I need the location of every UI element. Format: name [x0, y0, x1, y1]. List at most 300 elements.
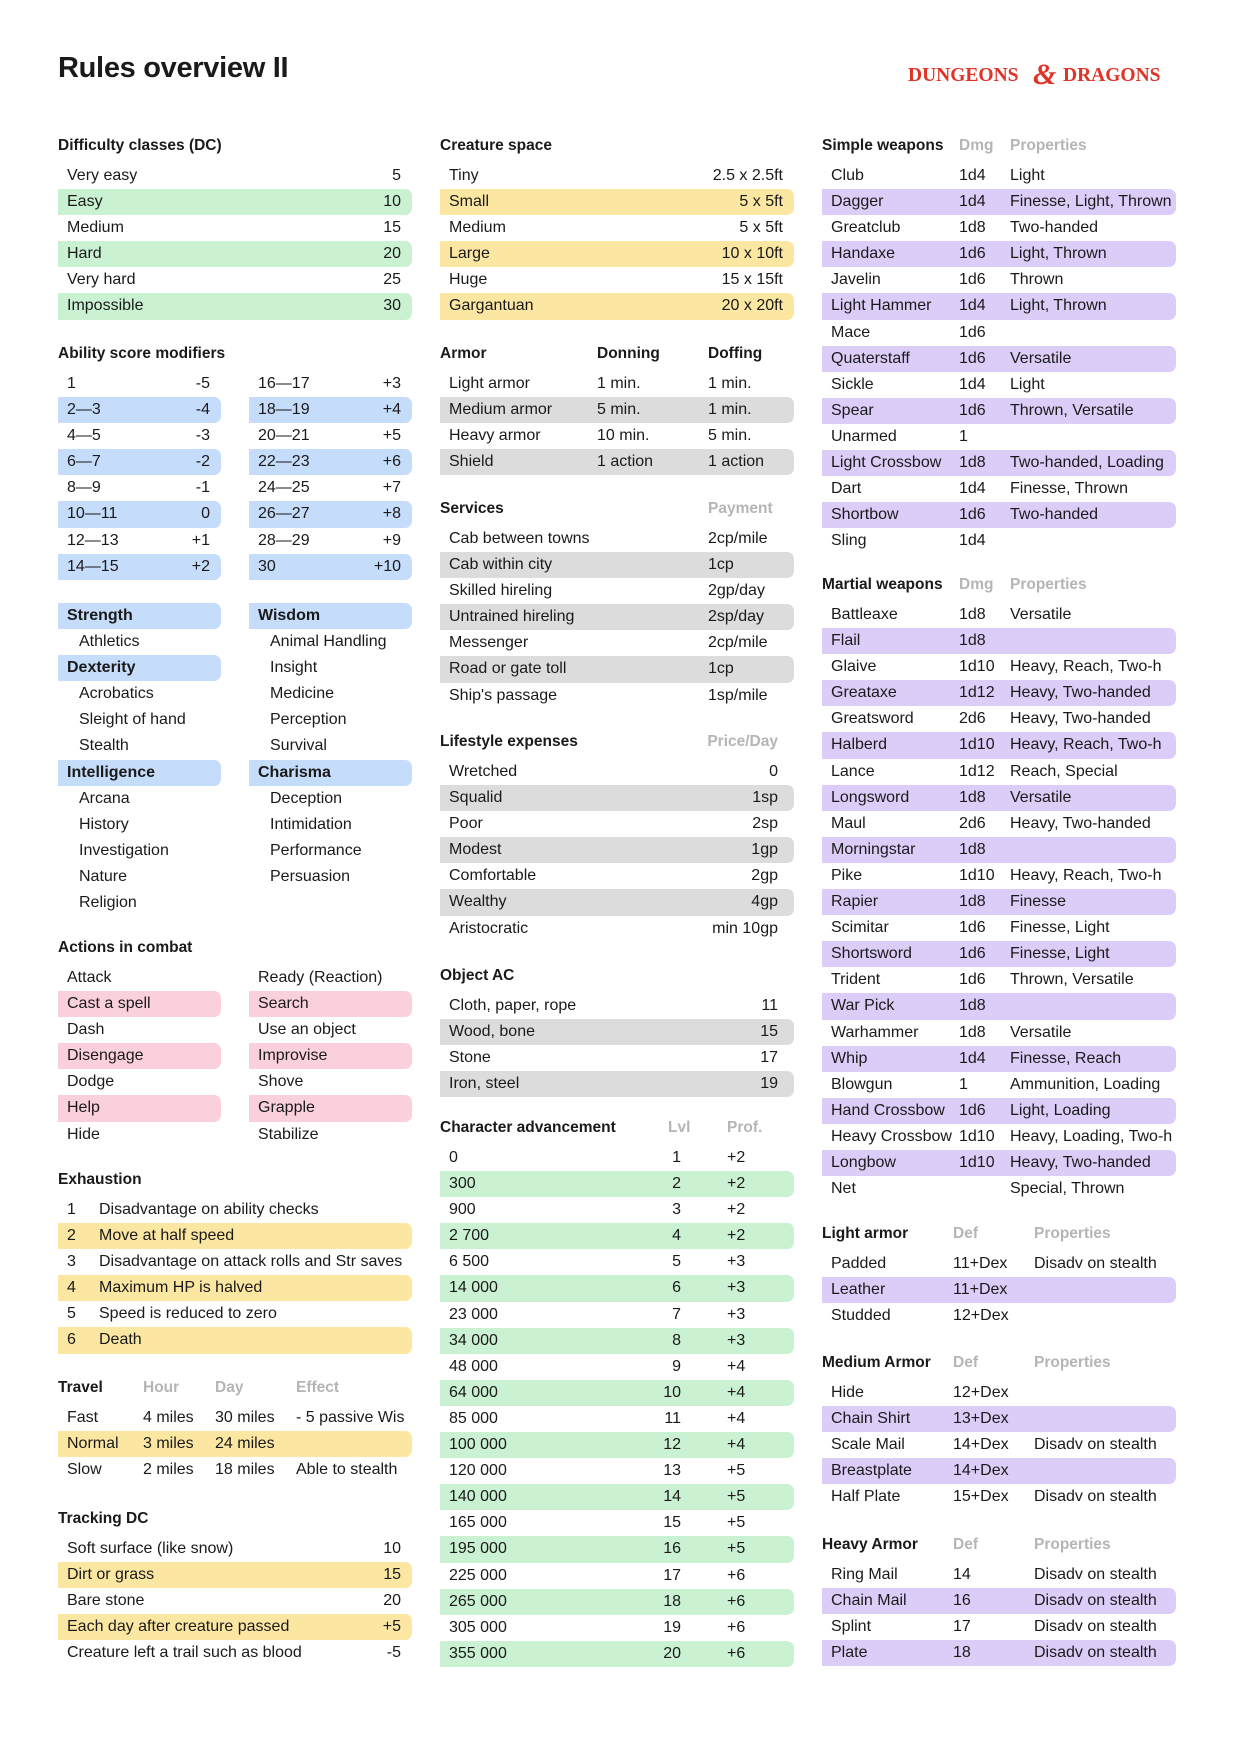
- table-row: [822, 267, 1176, 293]
- cell-text: Nature: [79, 867, 128, 885]
- table-row: [822, 680, 1176, 706]
- cell-text: Blowgun: [831, 1075, 893, 1093]
- table-row: [822, 759, 1176, 785]
- table-row: [58, 1043, 221, 1069]
- cell-text: Heavy Crossbow: [831, 1127, 952, 1145]
- column-header: Def: [953, 1225, 978, 1242]
- cell-text: 1: [67, 1201, 76, 1218]
- cell-text: 2gp: [751, 867, 778, 885]
- cell-text: 1cp: [708, 556, 734, 574]
- cell-text: +6: [727, 1566, 746, 1584]
- table-row: [440, 811, 794, 837]
- table-row: [58, 397, 221, 423]
- cell-text: 1d6: [959, 271, 986, 289]
- cell-text: 20: [383, 245, 401, 263]
- cell-text: 14: [953, 1566, 971, 1583]
- cell-text: 1d8: [959, 1023, 986, 1041]
- cell-text: -3: [195, 427, 210, 445]
- cell-text: 1d8: [959, 893, 986, 911]
- cell-text: Glaive: [831, 658, 877, 676]
- table-row: [58, 1249, 412, 1275]
- table-row: [822, 1150, 1176, 1176]
- table-row: [440, 1328, 794, 1354]
- table-row: [822, 320, 1176, 346]
- cell-text: +4: [727, 1409, 746, 1427]
- cell-text: Shield: [449, 453, 494, 471]
- column-header: Properties: [1034, 1536, 1111, 1553]
- table-row: [822, 1562, 1176, 1588]
- table-row: [822, 1432, 1176, 1458]
- cell-text: Two-handed, Loading: [1010, 454, 1164, 472]
- cell-text: 1d12: [959, 762, 995, 780]
- cell-text: Thrown: [1010, 271, 1064, 289]
- lifestyle-expenses: [440, 733, 794, 942]
- cell-text: 1sp: [752, 789, 778, 807]
- cell-text: 4: [672, 1227, 681, 1245]
- cell-text: Versatile: [1010, 788, 1072, 806]
- table-row: [822, 189, 1176, 215]
- section-title: Travel: [58, 1379, 103, 1396]
- cell-text: Heavy, Two-handed: [1010, 814, 1151, 832]
- cell-text: Finesse, Light: [1010, 945, 1110, 963]
- cell-text: Skilled hireling: [449, 582, 553, 600]
- cell-text: +4: [727, 1436, 746, 1454]
- table-row: [58, 1614, 412, 1640]
- cell-text: 5 min.: [708, 427, 752, 445]
- section-title: Medium Armor: [822, 1354, 931, 1371]
- cell-text: Squalid: [449, 789, 503, 807]
- section-header: [822, 576, 1176, 602]
- cell-text: Dodge: [67, 1073, 115, 1091]
- table-row: [822, 293, 1176, 319]
- cell-text: +6: [727, 1618, 746, 1636]
- cell-text: 14: [663, 1488, 681, 1506]
- table-row: [249, 1017, 412, 1043]
- table-row: [58, 786, 221, 812]
- cell-text: Grapple: [258, 1099, 315, 1117]
- table-row: [440, 1197, 794, 1223]
- cell-text: Bare stone: [67, 1592, 145, 1610]
- table-row: [58, 1275, 412, 1301]
- cell-text: Finesse, Thrown: [1010, 480, 1128, 498]
- section-title: Simple weapons: [822, 137, 944, 154]
- table-row: [58, 1562, 412, 1588]
- cell-text: Heavy, Reach, Two-h: [1010, 866, 1162, 884]
- cell-text: 12: [663, 1436, 681, 1454]
- section-header: [58, 1379, 412, 1405]
- cell-text: Easy: [67, 193, 103, 211]
- cell-text: Light, Thrown: [1010, 245, 1107, 263]
- section-header: [440, 733, 794, 759]
- column-header: Properties: [1010, 137, 1087, 154]
- cell-text: 1 action: [597, 453, 654, 471]
- tracking-dc: [58, 1510, 412, 1666]
- cell-text: Breastplate: [831, 1462, 912, 1480]
- cell-text: 225 000: [449, 1566, 507, 1584]
- cell-text: Unarmed: [831, 427, 897, 445]
- cell-text: +2: [727, 1227, 746, 1245]
- cell-text: Light Hammer: [831, 297, 932, 315]
- cell-text: 2: [67, 1227, 76, 1245]
- table-row: [58, 1536, 412, 1562]
- cell-text: 1d8: [959, 454, 986, 472]
- cell-text: 10: [383, 1540, 401, 1557]
- cell-text: 1d4: [959, 532, 986, 550]
- table-row: [822, 450, 1176, 476]
- cell-text: Aristocratic: [449, 919, 529, 937]
- table-row: [440, 1380, 794, 1406]
- cell-text: Stealth: [79, 737, 129, 755]
- cell-text: +5: [382, 1618, 401, 1636]
- cell-text: +2: [727, 1149, 746, 1166]
- table-row: [822, 1380, 1176, 1406]
- section-header: [822, 1354, 1176, 1380]
- table-row: [249, 733, 412, 759]
- cell-text: Soft surface (like snow): [67, 1540, 234, 1557]
- table-row: [440, 656, 794, 682]
- cell-text: 30: [383, 297, 401, 315]
- cell-text: 1d6: [959, 1101, 986, 1119]
- cell-text: 5 x 5ft: [739, 193, 783, 211]
- cell-text: 23 000: [449, 1305, 498, 1323]
- cell-text: Death: [99, 1331, 142, 1349]
- cell-text: Pike: [831, 866, 863, 884]
- cell-text: Untrained hireling: [449, 608, 575, 626]
- table-row: [822, 602, 1176, 628]
- table-row: [58, 812, 221, 838]
- table-row: [58, 1069, 221, 1095]
- column-header: Day: [215, 1379, 244, 1396]
- cell-text: Creature left a trail such as blood: [67, 1644, 302, 1662]
- column-header: Def: [953, 1354, 978, 1371]
- cell-text: Battleaxe: [831, 606, 898, 623]
- cell-text: Deception: [270, 789, 343, 807]
- cell-text: 20: [663, 1644, 681, 1662]
- cell-text: 16: [663, 1540, 681, 1558]
- table-row: [440, 423, 794, 449]
- cell-text: Large: [449, 245, 490, 263]
- table-row: [440, 1223, 794, 1249]
- table-row: [249, 554, 412, 580]
- table-row: [249, 991, 412, 1017]
- cell-text: +6: [727, 1644, 746, 1662]
- cell-text: Finesse, Light, Thrown: [1010, 193, 1172, 211]
- cell-text: 2.5 x 2.5ft: [712, 167, 783, 184]
- cell-text: Hide: [831, 1384, 864, 1401]
- cell-text: 6—7: [67, 453, 101, 471]
- cell-text: 11: [761, 997, 778, 1014]
- section-title: Character advancement: [440, 1119, 616, 1136]
- cell-text: Dash: [67, 1021, 105, 1039]
- cell-text: Half Plate: [831, 1488, 901, 1506]
- table-row: [249, 864, 412, 890]
- cell-text: 15+Dex: [953, 1488, 1009, 1506]
- cell-text: Wisdom: [258, 607, 321, 624]
- cell-text: 1d6: [959, 349, 986, 367]
- section-header: [440, 967, 794, 993]
- cell-text: 5: [67, 1305, 76, 1323]
- table-row: [58, 1588, 412, 1614]
- table-row: [58, 760, 221, 786]
- cell-text: Intelligence: [67, 763, 156, 781]
- cell-text: Messenger: [449, 634, 529, 652]
- table-row: [822, 837, 1176, 863]
- cell-text: +4: [727, 1357, 746, 1375]
- cell-text: 26—27: [258, 505, 310, 523]
- table-row: [822, 628, 1176, 654]
- cell-text: 1cp: [708, 660, 734, 678]
- cell-text: 1d6: [959, 971, 986, 989]
- table-row: [822, 732, 1176, 758]
- table-row: [822, 706, 1176, 732]
- cell-text: 25: [383, 271, 401, 289]
- cell-text: Wretched: [449, 763, 518, 780]
- section-title: Tracking DC: [58, 1510, 149, 1527]
- table-row: [440, 215, 794, 241]
- table-row: [822, 1640, 1176, 1666]
- cell-text: Heavy, Reach, Two-h: [1010, 736, 1162, 754]
- table-row: [822, 502, 1176, 528]
- cell-text: 8: [672, 1331, 681, 1349]
- cell-text: 1: [672, 1149, 681, 1166]
- cell-text: 3: [67, 1253, 76, 1271]
- cell-text: Light, Loading: [1010, 1101, 1111, 1119]
- table-row: [249, 423, 412, 449]
- section-header: [58, 1510, 412, 1536]
- table-row: [249, 838, 412, 864]
- cell-text: Light, Thrown: [1010, 297, 1107, 315]
- cell-text: 1d10: [959, 736, 995, 754]
- cell-text: Heavy armor: [449, 427, 541, 445]
- table-row: [440, 1406, 794, 1432]
- cell-text: 2: [672, 1175, 681, 1193]
- simple-weapons: [822, 137, 1176, 554]
- cell-text: - 5 passive Wis: [296, 1409, 405, 1426]
- cell-text: 6: [67, 1331, 76, 1349]
- table-row: [440, 1432, 794, 1458]
- cell-text: Heavy, Two-handed: [1010, 1153, 1151, 1171]
- table-row: [440, 163, 794, 189]
- column-header: Doffing: [708, 345, 763, 362]
- cell-text: 9: [672, 1357, 681, 1375]
- cell-text: 1d6: [959, 323, 986, 341]
- section-header: [440, 1119, 794, 1145]
- heavy-armor: [822, 1536, 1176, 1666]
- combat-right-column: [249, 965, 412, 1148]
- table-row: [440, 863, 794, 889]
- table-row: [58, 528, 221, 554]
- table-row: [58, 1223, 412, 1249]
- table-row: [822, 1124, 1176, 1150]
- cell-text: 900: [449, 1201, 476, 1219]
- cell-text: 0: [201, 505, 210, 523]
- cell-text: 11+Dex: [953, 1255, 1008, 1272]
- cell-text: Use an object: [258, 1021, 356, 1039]
- table-row: [440, 1536, 794, 1562]
- column-header: Hour: [143, 1379, 180, 1396]
- table-row: [249, 1122, 412, 1148]
- table-row: [58, 554, 221, 580]
- section-title: Heavy Armor: [822, 1536, 918, 1553]
- creature-space: [440, 137, 794, 320]
- cell-text: Greataxe: [831, 684, 897, 702]
- cell-text: Longbow: [831, 1153, 896, 1171]
- table-row: [249, 528, 412, 554]
- armor-donning: [440, 345, 794, 475]
- cell-text: 6 500: [449, 1253, 490, 1271]
- cell-text: 1d6: [959, 401, 986, 419]
- cell-text: 18 miles: [215, 1461, 275, 1479]
- cell-text: Dirt or grass: [67, 1566, 155, 1584]
- cell-text: 2cp/mile: [708, 530, 768, 547]
- table-row: [58, 991, 221, 1017]
- table-row: [440, 759, 794, 785]
- table-row: [249, 501, 412, 527]
- section-header: [58, 1171, 412, 1197]
- section-header: [58, 939, 412, 965]
- cell-text: Survival: [270, 737, 327, 755]
- table-row: [249, 707, 412, 733]
- table-row: [440, 1563, 794, 1589]
- cell-text: 7: [672, 1305, 681, 1323]
- table-row: [440, 916, 794, 942]
- table-row: [440, 1484, 794, 1510]
- cell-text: War Pick: [831, 997, 895, 1015]
- cell-text: 15: [663, 1514, 681, 1532]
- cell-text: +4: [727, 1383, 746, 1401]
- cell-text: 15: [760, 1023, 778, 1041]
- table-row: [440, 1354, 794, 1380]
- combat-left-column: [58, 965, 221, 1148]
- cell-text: 165 000: [449, 1514, 507, 1532]
- cell-text: 5 min.: [597, 401, 641, 419]
- table-row: [58, 1405, 412, 1431]
- cell-text: Stabilize: [258, 1125, 319, 1143]
- cell-text: 22—23: [258, 453, 310, 471]
- table-row: [440, 189, 794, 215]
- martial-weapons: [822, 576, 1176, 1202]
- table-row: [440, 578, 794, 604]
- actions-in-combat: [58, 939, 412, 1143]
- table-row: [58, 655, 221, 681]
- table-row: [822, 424, 1176, 450]
- skills-left-column: [58, 603, 221, 916]
- section-title: Light armor: [822, 1225, 909, 1242]
- cell-text: 195 000: [449, 1540, 507, 1558]
- table-row: [249, 965, 412, 991]
- table-row: [58, 1327, 412, 1353]
- cell-text: 4 miles: [143, 1409, 194, 1426]
- dnd-logo: [908, 58, 1188, 88]
- cell-text: Cab between towns: [449, 530, 590, 547]
- column-header: Payment: [708, 500, 773, 517]
- cell-text: Disadv on stealth: [1034, 1644, 1157, 1662]
- table-row: [249, 681, 412, 707]
- ability-right-column: [249, 371, 412, 580]
- cell-text: Insight: [270, 659, 318, 677]
- table-row: [440, 1249, 794, 1275]
- cell-text: Lance: [831, 762, 875, 780]
- cell-text: 1 min.: [708, 401, 752, 419]
- cell-text: Religion: [79, 894, 137, 912]
- cell-text: 20 x 20ft: [721, 297, 783, 315]
- cell-text: +3: [727, 1253, 746, 1271]
- cell-text: 300: [449, 1175, 476, 1193]
- table-row: [58, 449, 221, 475]
- cell-text: Disadv on stealth: [1034, 1566, 1157, 1583]
- page-title: Rules overview II: [58, 52, 289, 84]
- cell-text: 1d6: [959, 945, 986, 963]
- cell-text: 1 action: [708, 453, 765, 471]
- cell-text: 3: [672, 1201, 681, 1219]
- table-row: [822, 785, 1176, 811]
- cell-text: Disadv on stealth: [1034, 1255, 1157, 1272]
- cell-text: 14+Dex: [953, 1436, 1009, 1454]
- table-row: [58, 1457, 412, 1483]
- cell-text: 1d8: [959, 606, 986, 623]
- cell-text: +5: [727, 1488, 746, 1506]
- column-header: Properties: [1034, 1225, 1111, 1242]
- cell-text: Investigation: [79, 841, 169, 859]
- cell-text: 14—15: [67, 557, 119, 575]
- cell-text: 1d10: [959, 866, 995, 884]
- table-row: [58, 890, 221, 916]
- cell-text: Fast: [67, 1409, 99, 1426]
- logo-text-right: DRAGONS: [1063, 65, 1161, 86]
- cell-text: 34 000: [449, 1331, 498, 1349]
- cell-text: 13+Dex: [953, 1410, 1009, 1428]
- cell-text: Handaxe: [831, 245, 896, 263]
- table-row: [440, 1171, 794, 1197]
- cell-text: Net: [831, 1180, 856, 1198]
- cell-text: Hide: [67, 1125, 100, 1143]
- cell-text: +7: [382, 479, 401, 497]
- cell-text: 2gp/day: [708, 582, 765, 600]
- cell-text: Dagger: [831, 193, 884, 211]
- cell-text: Normal: [67, 1435, 119, 1453]
- table-row: [440, 552, 794, 578]
- cell-text: Dart: [831, 480, 862, 498]
- cell-text: 1: [67, 375, 76, 392]
- section-title: Services: [440, 500, 504, 517]
- cell-text: 11: [664, 1409, 681, 1427]
- cell-text: +2: [191, 557, 210, 575]
- cell-text: 100 000: [449, 1436, 507, 1454]
- cell-text: Arcana: [79, 789, 130, 807]
- cell-text: Chain Mail: [831, 1592, 907, 1610]
- table-row: [440, 267, 794, 293]
- cell-text: Versatile: [1010, 1023, 1072, 1041]
- cell-text: 1d4: [959, 193, 986, 211]
- cell-text: 120 000: [449, 1462, 507, 1480]
- cell-text: 1: [959, 1075, 968, 1093]
- table-row: [58, 267, 412, 293]
- table-row: [440, 449, 794, 475]
- cell-text: Very hard: [67, 271, 136, 289]
- table-row: [822, 1303, 1176, 1329]
- table-row: [822, 163, 1176, 189]
- cell-text: 10: [663, 1383, 681, 1401]
- cell-text: 1d6: [959, 919, 986, 937]
- logo-text-left: DUNGEONS: [908, 65, 1019, 86]
- cell-text: Able to stealth: [296, 1461, 398, 1479]
- cell-text: 85 000: [449, 1409, 498, 1427]
- table-row: [822, 1484, 1176, 1510]
- table-row: [58, 1197, 412, 1223]
- cell-text: 2 miles: [143, 1461, 194, 1479]
- cell-text: 28—29: [258, 531, 310, 549]
- table-row: [249, 1043, 412, 1069]
